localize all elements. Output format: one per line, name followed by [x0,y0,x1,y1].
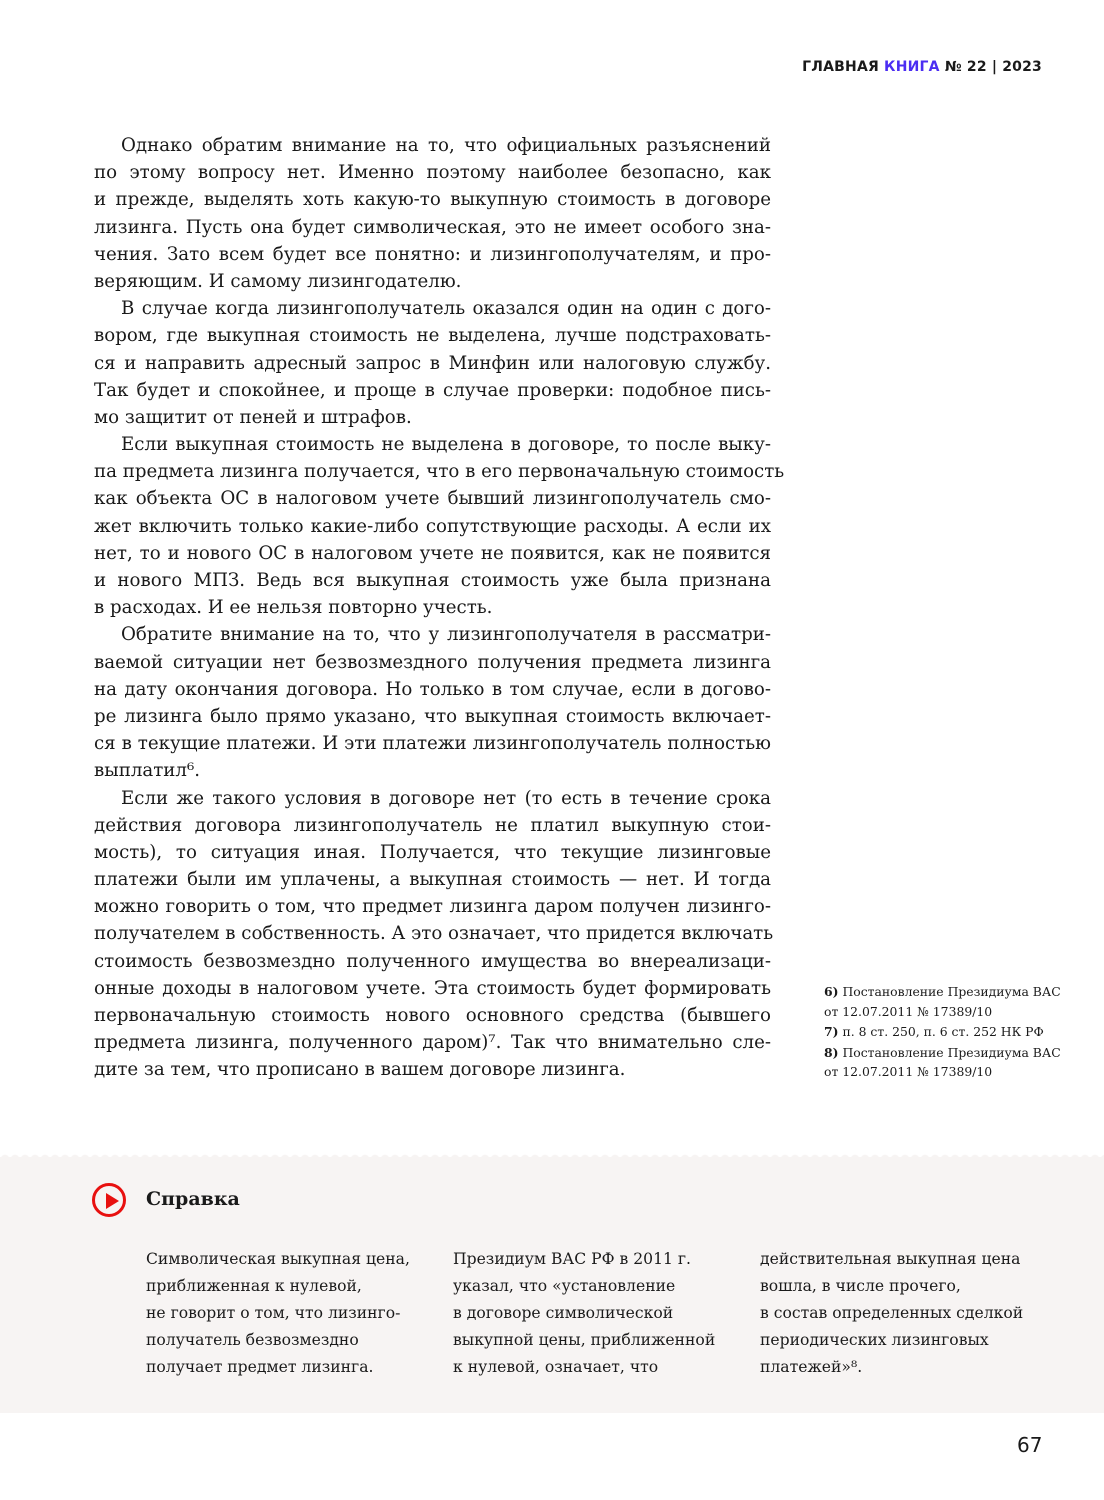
footnote [824,1043,1064,1082]
callout-line: вошла, в числе прочего, [760,1277,961,1295]
callout-line: указал, что «установление [453,1277,676,1295]
footnote-text: п. 8 ст. 250, п. 6 ст. 252 НК РФ [842,1024,1044,1039]
text-line: нет, то и нового ОС в налоговом учете не появится, как не появится [94,542,771,564]
page-number: 67 [1017,1433,1043,1457]
callout-line: платежей»⁸. [760,1358,863,1376]
callout-line: приближенная к нулевой, [146,1277,362,1295]
article-body [94,132,785,1084]
issue-number: № 22 | 2023 [944,59,1042,75]
callout-line: в договоре символической [453,1304,674,1322]
footnote-number: 8) [824,1044,839,1060]
text-line: па предмета лизинга получается, что в его первоначальную стоимость [94,461,785,483]
text-line: Однако обратим внимание на то, что официальных разъяснений [121,135,771,156]
text-line: выплатил⁶. [94,760,201,782]
paragraph [94,621,771,784]
brand-main: ГЛАВНАЯ [802,59,879,75]
text-line: мость), то ситуация иная. Получается, что текущие лизинговые [94,841,771,863]
footnote [824,982,1064,1021]
text-line: первоначальную стоимость нового основного средства (бывшего [94,1005,771,1026]
text-line: предмета лизинга, полученного даром)⁷. Так что внимательно сле- [94,1032,771,1054]
callout-column [146,1246,436,1381]
running-header [802,59,1042,75]
text-line: веряющим. И самому лизингодателю. [94,270,462,292]
text-line: чения. Зато всем будет все понятно: и лизингополучателям, и про- [94,243,771,265]
text-line: получателем в собственность. А это означает, что придется включать [94,923,774,945]
paragraph [94,431,785,621]
footnote-number: 7) [824,1024,839,1039]
callout-line: получает предмет лизинга. [146,1358,374,1376]
callout-line: Символическая выкупная цена, [146,1250,410,1268]
text-line: платежи были им уплачены, а выкупная стоимость — нет. И тогда [94,869,771,891]
text-line: Если выкупная стоимость не выделена в договоре, то после выку- [121,434,771,456]
brand-accent: КНИГА [884,59,940,75]
text-line: ваемой ситуации нет безвозмездного получения предмета лизинга [94,651,771,673]
text-line: можно говорить о том, что предмет лизинга даром получен лизинго- [94,896,771,918]
text-line: Так будет и спокойнее, и проще в случае проверки: подобное пись- [94,379,771,401]
paragraph [94,295,771,431]
text-line: и прежде, выделять хоть какую-то выкупную стоимость в договоре [94,189,771,211]
text-line: в расходах. И ее нельзя повторно учесть. [94,597,493,619]
text-line: и нового МПЗ. Ведь вся выкупная стоимость уже была признана [94,570,771,591]
callout-column [453,1246,743,1381]
text-line: на дату окончания договора. Но только в том случае, если в догово- [94,678,771,700]
text-line: В случае когда лизингополучатель оказался один на один с дого- [121,298,771,320]
text-line: стоимость безвозмездно полученного имущества во внереализаци- [94,950,771,972]
callout-line: периодических лизинговых [760,1331,989,1349]
text-line: жет включить только какие-либо сопутствующие расходы. А если их [94,515,771,537]
callout-line: действительная выкупная цена [760,1250,1021,1268]
callout-line: не говорит о том, что лизинго- [146,1304,401,1322]
callout-line: получатель безвозмездно [146,1331,359,1349]
callout-line: в состав определенных сделкой [760,1304,1024,1322]
footnote [824,1022,1064,1042]
play-circle-icon [92,1183,126,1217]
callout-column [760,1246,1050,1381]
footnote-text: Постановление Президиума ВАС от 12.07.2011 № 17389/10 [824,984,1061,1019]
text-line: ся и направить адресный запрос в Минфин или налоговую службу. [94,352,771,374]
text-line: действия договора лизингополучатель не платил выкупную стои- [94,814,771,836]
callout-title: Справка [146,1188,240,1210]
callout-line: к нулевой, означает, что [453,1358,659,1376]
paragraph [94,785,774,1084]
text-line: дите за тем, что прописано в вашем договоре лизинга. [94,1059,626,1081]
text-line: вором, где выкупная стоимость не выделена, лучше подстраховать- [94,325,771,347]
text-line: Если же такого условия в договоре нет (то есть в течение срока [121,787,771,809]
text-line: по этому вопросу нет. Именно поэтому наиболее безопасно, как [94,162,771,184]
text-line: мо защитит от пеней и штрафов. [94,406,412,428]
footnote-number: 6) [824,984,839,999]
footnotes [824,982,1064,1083]
footnote-text: Постановление Президиума ВАС от 12.07.2011 № 17389/10 [824,1044,1061,1079]
paragraph [94,132,771,295]
text-line: онные доходы в налоговом учете. Эта стоимость будет формировать [94,977,771,999]
text-line: ре лизинга было прямо указано, что выкупная стоимость включает- [94,705,771,727]
reference-callout [0,1157,1104,1413]
text-line: лизинга. Пусть она будет символическая, это не имеет особого зна- [94,216,771,238]
callout-line: Президиум ВАС РФ в 2011 г. [453,1250,692,1268]
callout-line: выкупной цены, приближенной [453,1331,716,1349]
text-line: ся в текущие платежи. И эти платежи лизингополучатель полностью [94,733,771,755]
text-line: Обратите внимание на то, что у лизингополучателя в рассматри- [121,624,771,646]
text-line: как объекта ОС в налоговом учете бывший лизингополучатель смо- [94,488,771,510]
